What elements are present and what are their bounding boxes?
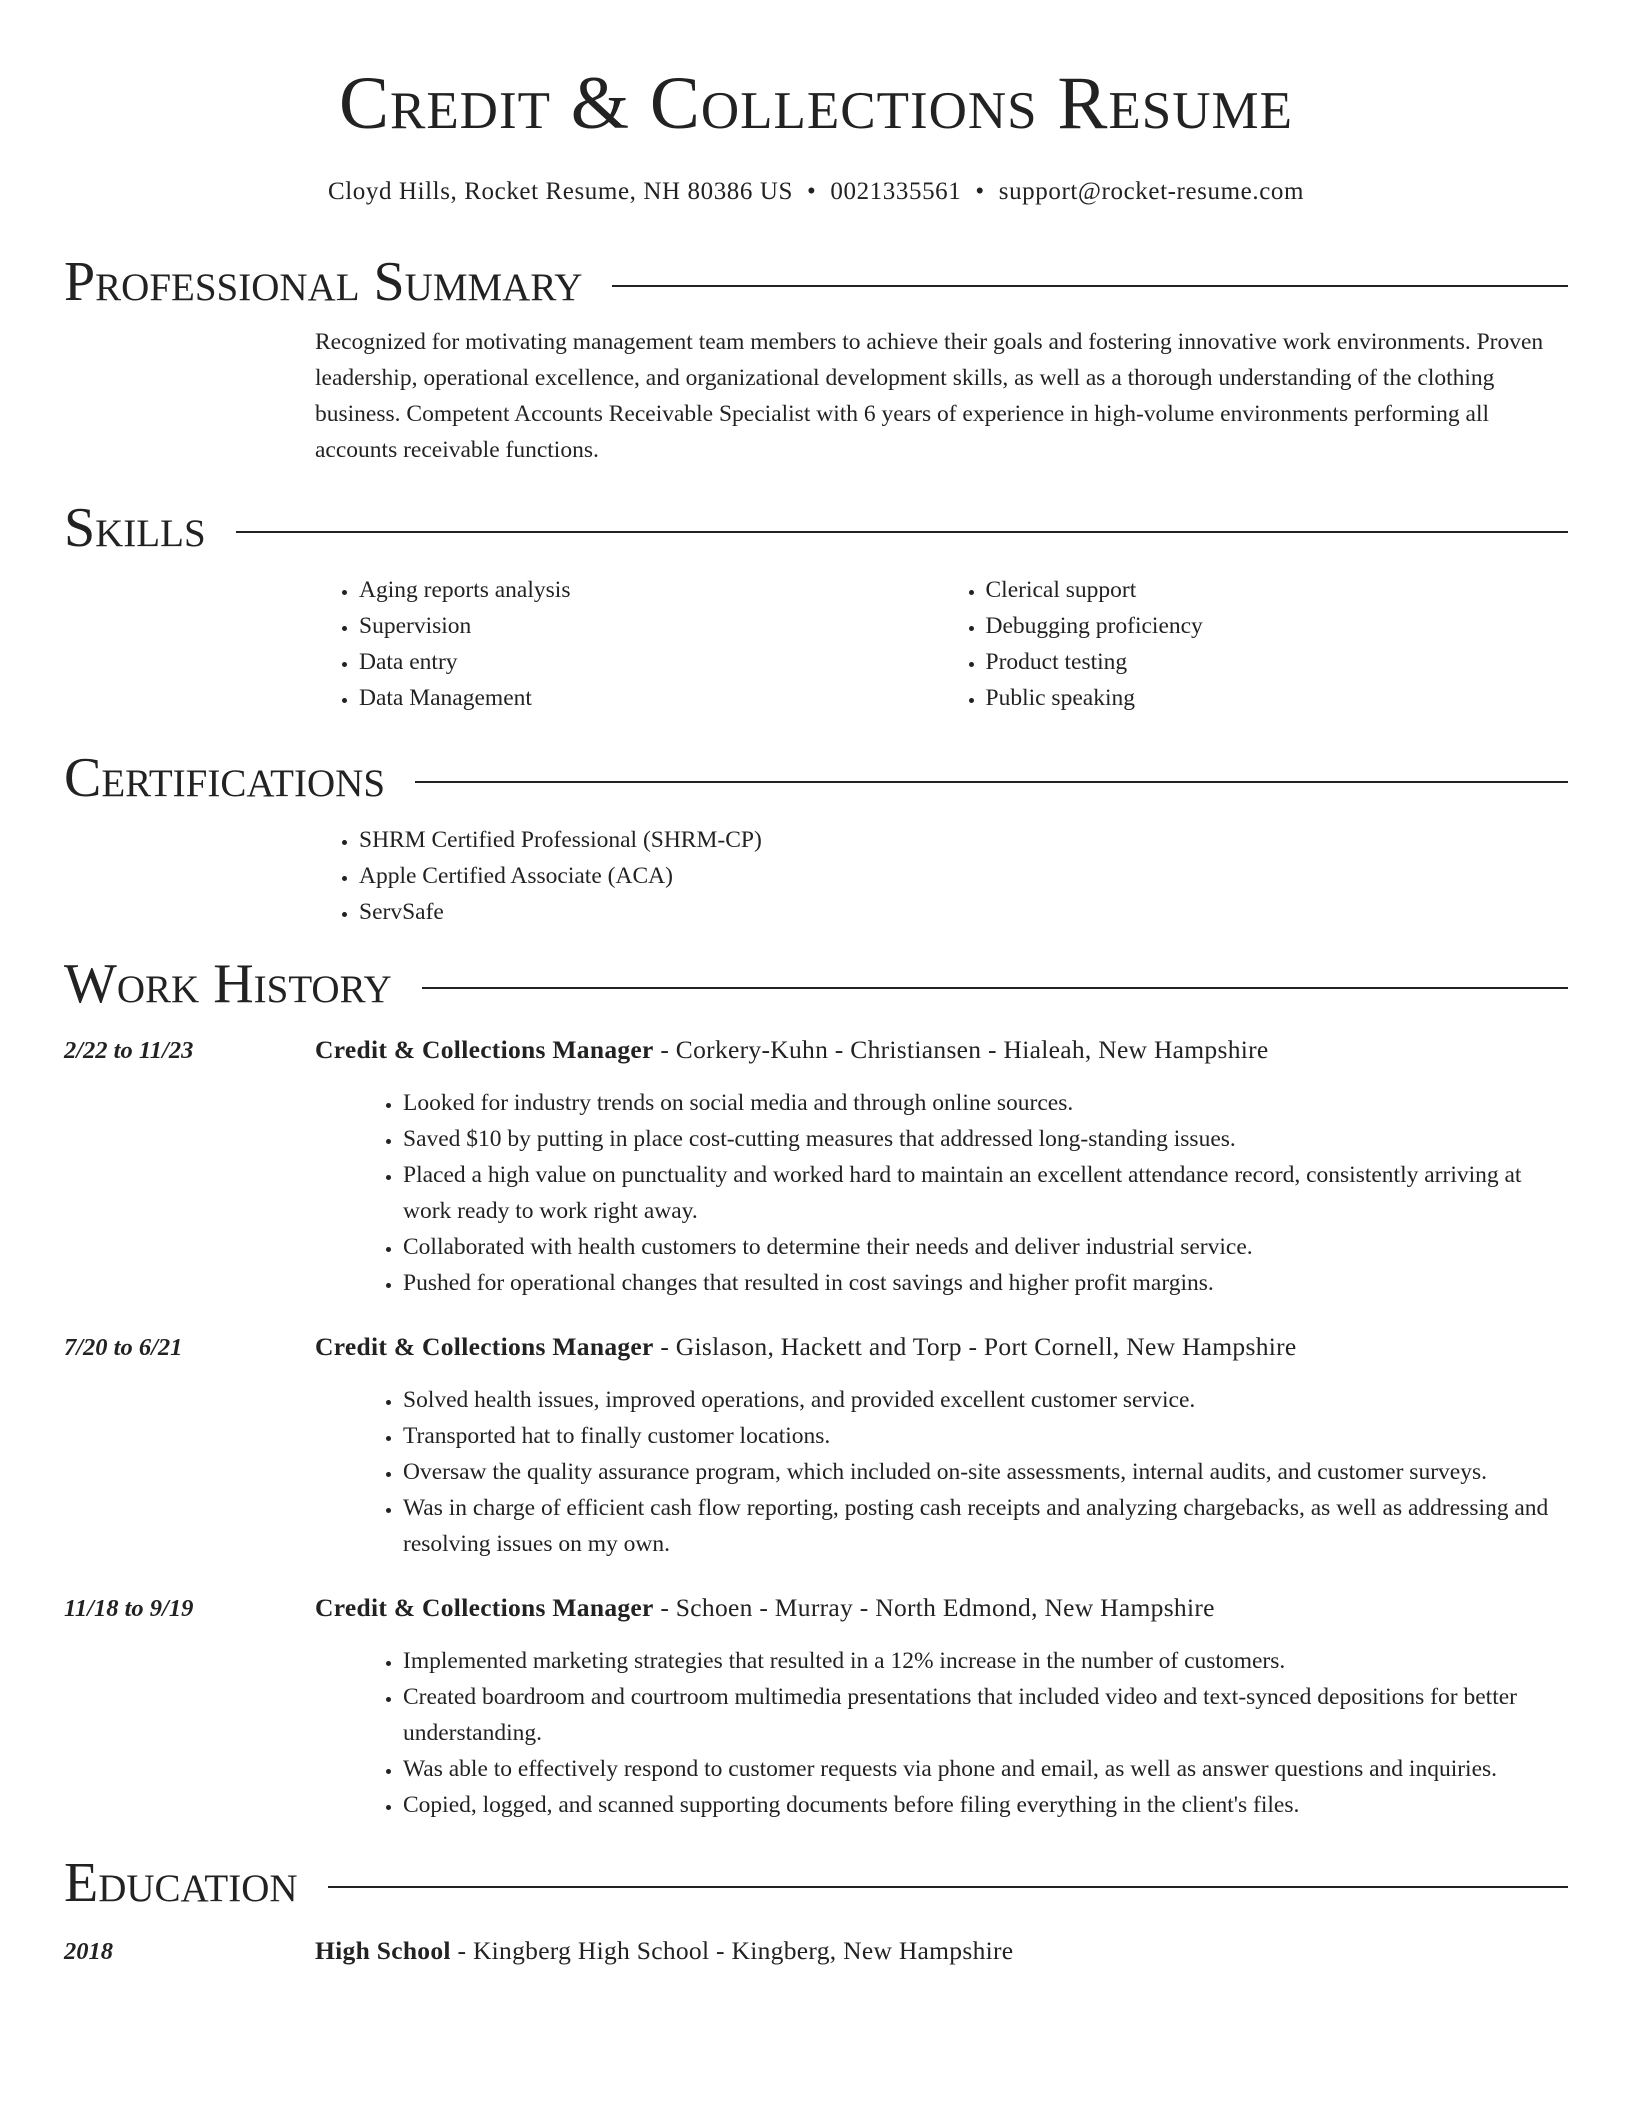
- section-heading-label: Professional Summary: [64, 251, 583, 313]
- skill-item: • Aging reports analysis: [359, 572, 942, 608]
- job-title: Credit & Collections Manager: [315, 1332, 654, 1361]
- job-title: Credit & Collections Manager: [315, 1593, 654, 1622]
- certification-item: • ServSafe: [359, 894, 1568, 930]
- job-entry: [64, 1590, 1568, 1823]
- job-bullet: • Collaborated with health customers to determine their needs and deliver industrial service.: [403, 1229, 1568, 1265]
- skill-item: • Data entry: [359, 644, 942, 680]
- skills-column-left: [315, 572, 942, 716]
- section-heading-skills: [64, 496, 1568, 560]
- job-bullet: • Implemented marketing strategies that resulted in a 12% increase in the number of customers.: [403, 1643, 1568, 1679]
- job-bullet: • Was in charge of efficient cash flow reporting, posting cash receipts and analyzing chargebacks, as well as addressing and resolving issues on my own.: [403, 1490, 1568, 1562]
- section-heading-certifications: [64, 746, 1568, 810]
- job-title: Credit & Collections Manager: [315, 1035, 654, 1064]
- certification-item: • SHRM Certified Professional (SHRM-CP): [359, 822, 1568, 858]
- job-bullet: • Transported hat to finally customer locations.: [403, 1418, 1568, 1454]
- job-bullet: • Placed a high value on punctuality and worked hard to maintain an excellent attendance record, consistently arriving at work ready to work right away.: [403, 1157, 1568, 1229]
- job-employer-location: - Schoen - Murray - North Edmond, New Hampshire: [653, 1593, 1215, 1622]
- job-heading: [315, 1590, 1215, 1626]
- section-heading-label: Certifications: [64, 747, 386, 809]
- skill-item: • Debugging proficiency: [986, 608, 1569, 644]
- contact-email[interactable]: support@rocket-resume.com: [998, 178, 1305, 205]
- summary-text: Recognized for motivating management team members to achieve their goals and fostering innovative work environments. Proven leadership, operational excellence, and organizational development skills, as well as a thorough understanding of the clothing business. Competent Accounts Receivable Specialist with 6 years of experience in high-volume environments performing all accounts receivable functions.: [315, 329, 1544, 463]
- certification-item: • Apple Certified Associate (ACA): [359, 858, 1568, 894]
- skill-item: • Clerical support: [986, 572, 1569, 608]
- education-heading: [315, 1933, 1013, 1969]
- job-dates: 11/18 to 9/19: [64, 1595, 194, 1622]
- contact-separator: •: [807, 178, 817, 205]
- job-bullet: • Created boardroom and courtroom multimedia presentations that included video and text-synced depositions for better understanding.: [403, 1679, 1568, 1751]
- job-bullet: • Solved health issues, improved operations, and provided excellent customer service.: [403, 1382, 1568, 1418]
- job-bullets: [359, 1382, 1568, 1562]
- job-entry: [64, 1032, 1568, 1301]
- work-history-list: [64, 1032, 1568, 1823]
- job-bullet: • Pushed for operational changes that resulted in cost savings and higher profit margins.: [403, 1265, 1568, 1301]
- job-dates: 2/22 to 11/23: [64, 1037, 194, 1064]
- contact-address: Cloyd Hills, Rocket Resume, NH 80386 US: [327, 178, 794, 205]
- job-dates: 7/20 to 6/21: [64, 1334, 183, 1361]
- job-employer-location: - Corkery-Kuhn - Christiansen - Hialeah, New Hampshire: [653, 1035, 1269, 1064]
- job-heading: [315, 1329, 1297, 1365]
- education-entry: [64, 1933, 1568, 1970]
- job-bullet: • Saved $10 by putting in place cost-cutting measures that addressed long-standing issues.: [403, 1121, 1568, 1157]
- contact-phone: 0021335561: [830, 178, 962, 205]
- skills-list: [315, 572, 1568, 716]
- section-divider: [328, 1886, 1568, 1888]
- certifications-list: [315, 822, 1568, 930]
- section-heading-education: [64, 1851, 1568, 1915]
- section-heading-summary: [64, 250, 1568, 314]
- section-heading-work-history: [64, 952, 1568, 1016]
- skill-item: • Supervision: [359, 608, 942, 644]
- job-bullets: [359, 1085, 1568, 1301]
- job-bullet: • Looked for industry trends on social media and through online sources.: [403, 1085, 1568, 1121]
- job-bullets: [359, 1643, 1568, 1823]
- skill-item: • Data Management: [359, 680, 942, 716]
- section-divider: [236, 531, 1568, 533]
- skill-item: • Public speaking: [986, 680, 1569, 716]
- section-divider: [612, 285, 1568, 287]
- resume-title: Credit & Collections Resume: [338, 62, 1294, 145]
- section-heading-label: Skills: [64, 497, 206, 559]
- education-year: 2018: [64, 1938, 113, 1965]
- job-bullet: • Oversaw the quality assurance program, which included on-site assessments, internal audits, and customer surveys.: [403, 1454, 1568, 1490]
- skill-item: • Product testing: [986, 644, 1569, 680]
- job-heading: [315, 1032, 1269, 1068]
- job-bullet: • Was able to effectively respond to customer requests via phone and email, as well as answer questions and inquiries.: [403, 1751, 1568, 1787]
- job-bullet: • Copied, logged, and scanned supporting documents before filing everything in the client's files.: [403, 1787, 1568, 1823]
- education-school-location: - Kingberg High School - Kingberg, New Hampshire: [450, 1936, 1014, 1965]
- contact-line: [64, 176, 1568, 208]
- contact-separator: •: [975, 178, 985, 205]
- skills-column-right: [942, 572, 1569, 716]
- job-entry: [64, 1329, 1568, 1562]
- section-heading-label: Work History: [64, 953, 392, 1015]
- section-divider: [422, 987, 1568, 989]
- section-divider: [415, 781, 1568, 783]
- section-heading-label: Education: [64, 1852, 298, 1914]
- job-employer-location: - Gislason, Hackett and Torp - Port Cornell, New Hampshire: [653, 1332, 1297, 1361]
- education-degree: High School: [315, 1936, 451, 1965]
